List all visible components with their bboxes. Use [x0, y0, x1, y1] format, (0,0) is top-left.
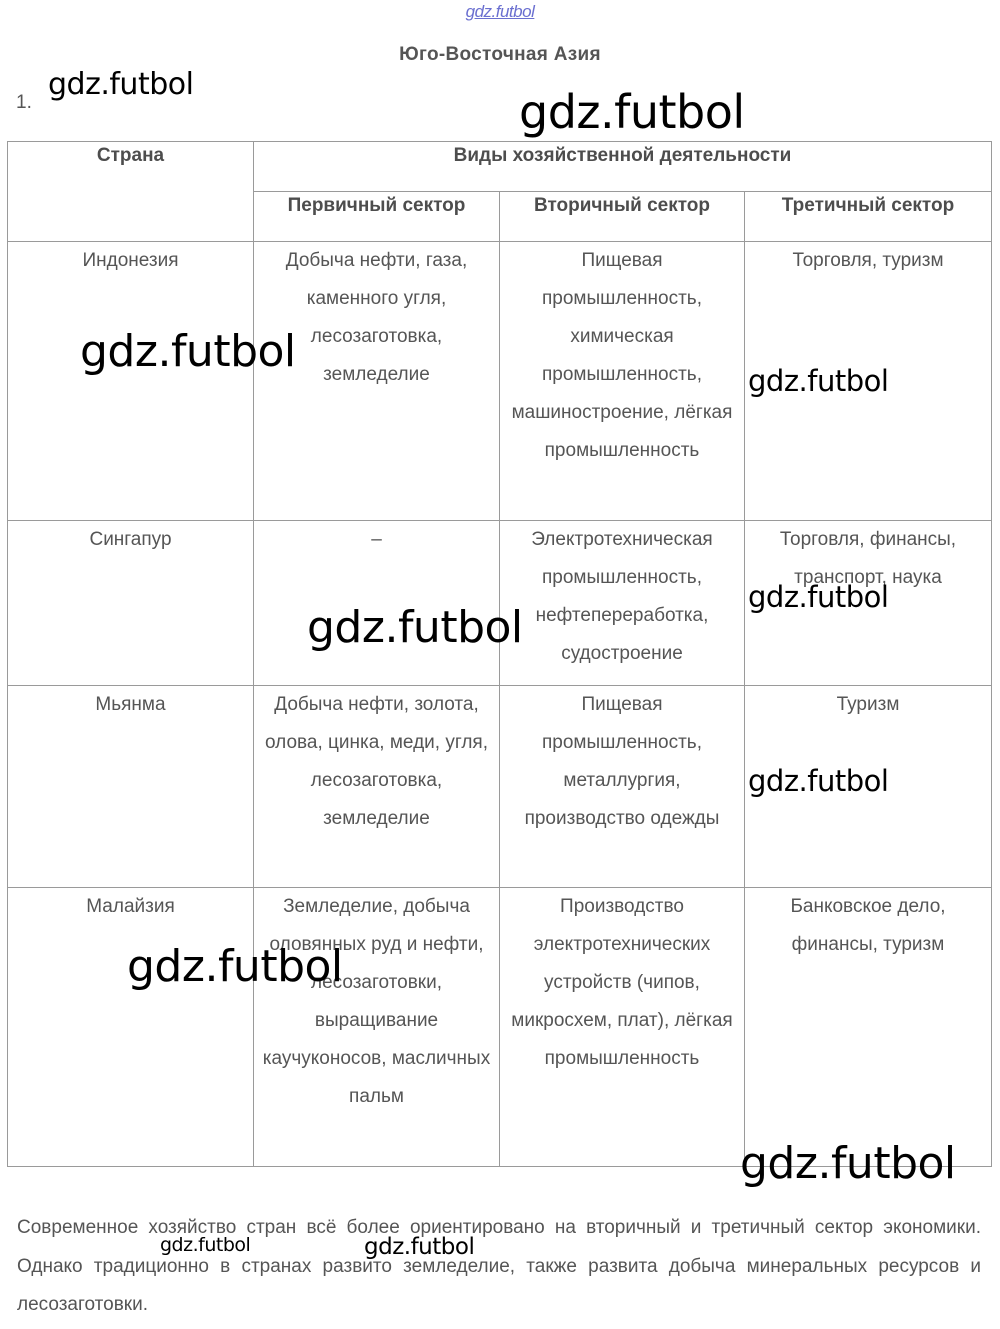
header-tertiary-sector: Третичный сектор	[745, 192, 992, 242]
country-cell: Сингапур	[8, 521, 254, 686]
header-country: Страна	[8, 142, 254, 242]
header-secondary-sector: Вторичный сектор	[500, 192, 745, 242]
watermark: gdz.futbol	[740, 1138, 956, 1189]
watermark: gdz.futbol	[48, 67, 194, 102]
summary-paragraph: Современное хозяйство стран всё более ориентировано на вторичный и третичный сектор экономики. Однако традиционно в странах развито земледелие, также развита добыча минеральных ресурсов и лесозаготовки.	[17, 1217, 981, 1315]
watermark: gdz.futbol	[519, 85, 745, 139]
watermark: gdz.futbol	[748, 764, 889, 798]
watermark: gdz.futbol	[127, 941, 343, 992]
primary-cell: Добыча нефти, газа, каменного угля, лесозаготовка, земледелие	[254, 242, 500, 521]
tertiary-cell: Туризм	[745, 686, 992, 888]
country-cell: Мьянма	[8, 686, 254, 888]
primary-cell: –	[254, 521, 500, 686]
watermark: gdz.futbol	[748, 580, 889, 614]
watermark: gdz.futbol	[307, 602, 523, 653]
task-number: 1.	[16, 92, 32, 113]
header-primary-sector: Первичный сектор	[254, 192, 500, 242]
watermark: gdz.futbol	[364, 1234, 475, 1260]
top-watermark-link[interactable]: gdz.futbol	[465, 2, 535, 21]
secondary-cell: Пищевая промышленность, химическая промышленность, машиностроение, лёгкая промышленность	[500, 242, 745, 521]
primary-cell: Добыча нефти, золота, олова, цинка, меди, угля, лесозаготовка, земледелие	[254, 686, 500, 888]
secondary-cell: Электротехническая промышленность, нефтепереработка, судостроение	[500, 521, 745, 686]
tertiary-cell: Торговля, финансы, транспорт, наука	[745, 521, 992, 686]
watermark: gdz.futbol	[80, 326, 296, 377]
secondary-cell: Производство электротехнических устройств (чипов, микросхем, плат), лёгкая промышленность	[500, 888, 745, 1167]
table-row	[8, 888, 992, 1167]
tertiary-cell: Торговля, туризм	[745, 242, 992, 521]
header-activity-types: Виды хозяйственной деятельности	[254, 142, 992, 192]
page-title: Юго-Восточная Азия	[399, 44, 601, 65]
country-cell: Малайзия	[8, 888, 254, 1167]
watermark: gdz.futbol	[160, 1234, 251, 1256]
country-cell: Индонезия	[8, 242, 254, 521]
economy-table	[7, 141, 992, 1167]
tertiary-cell: Банковское дело, финансы, туризм	[745, 888, 992, 1167]
watermark: gdz.futbol	[748, 364, 889, 398]
primary-cell: Земледелие, добыча оловянных руд и нефти, лесозаготовки, выращивание каучуконосов, масличных пальм	[254, 888, 500, 1167]
secondary-cell: Пищевая промышленность, металлургия, производство одежды	[500, 686, 745, 888]
